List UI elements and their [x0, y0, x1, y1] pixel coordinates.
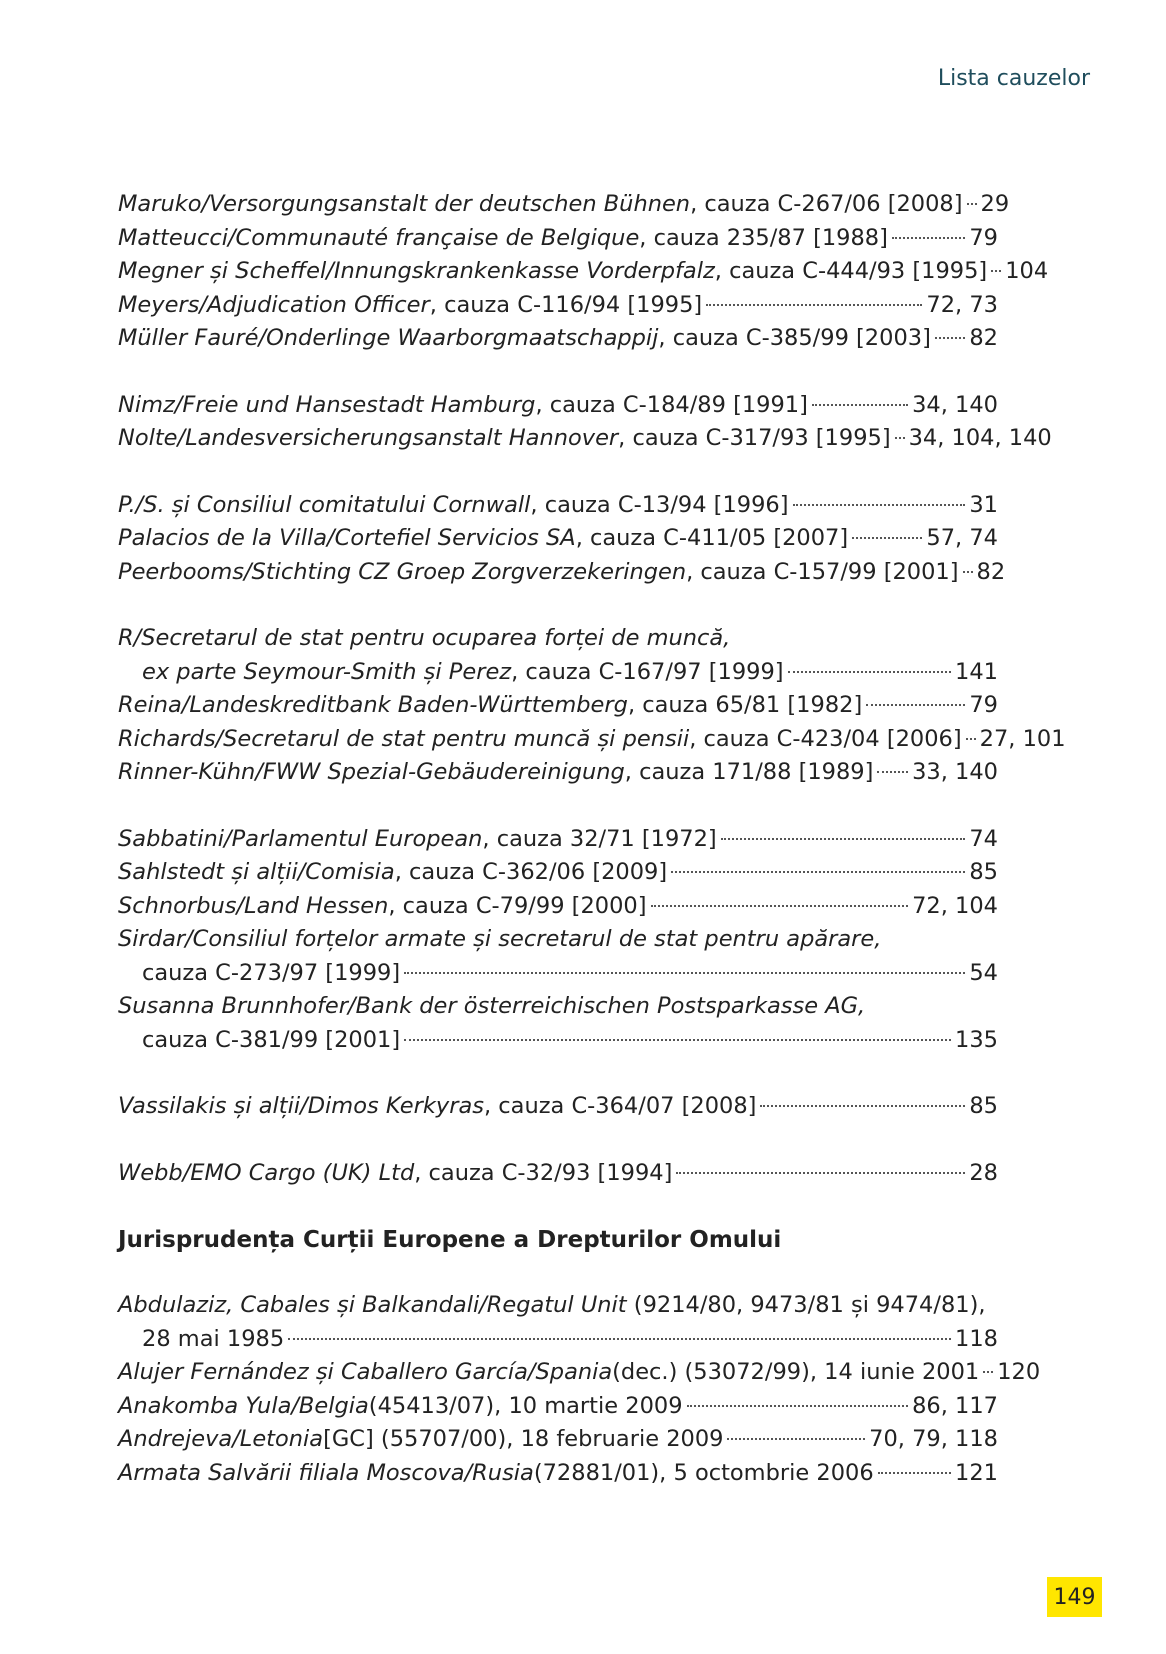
case-ref: , cauza C-116/94 [1995]	[429, 291, 703, 318]
index-entry	[118, 322, 998, 356]
index-entry	[118, 890, 998, 924]
index-entry	[118, 422, 1052, 456]
dot-leader	[963, 571, 973, 573]
page-ref: 31	[969, 491, 998, 518]
case-name: Sabbatini/Parlamentul European	[118, 825, 483, 852]
case-name: Armata Salvării filiala Moscova/Rusia	[118, 1459, 534, 1486]
index-entry-first-line	[118, 990, 998, 1024]
case-name: P./S. și Consiliul comitatului Cornwall	[118, 491, 531, 518]
index-group-w	[118, 1157, 998, 1191]
case-ref: , cauza 235/87 [1988]	[639, 224, 888, 251]
index-entry	[118, 1390, 998, 1424]
dot-leader	[892, 237, 965, 239]
page-ref: 34, 104, 140	[908, 425, 1052, 451]
dot-leader	[793, 504, 966, 506]
case-ref: , cauza C-411/05 [2007]	[575, 525, 849, 551]
index-entry	[118, 823, 998, 857]
case-ref: , cauza 171/88 [1989]	[624, 759, 874, 785]
case-name: Müller Fauré/Onderlinge Waarborgmaatschappij	[118, 325, 659, 351]
case-name: Nimz/Freie und Hansestadt Hamburg	[118, 391, 536, 418]
dot-leader	[687, 1405, 909, 1407]
page-ref: 85	[969, 859, 998, 885]
case-ref: (72881/01), 5 octombrie 2006	[533, 1459, 874, 1486]
dot-leader	[727, 1438, 865, 1440]
index-entry	[118, 689, 998, 723]
case-ref: , cauza C-385/99 [2003]	[658, 325, 931, 351]
page-ref: 118	[955, 1325, 998, 1352]
dot-leader	[404, 1039, 951, 1041]
case-ref: , cauza C-444/93 [1995]	[714, 258, 988, 284]
page-ref: 33, 140	[912, 759, 998, 785]
dot-leader	[966, 738, 976, 740]
case-name: Vassilakis și alții/Dimos Kerkyras	[118, 1093, 484, 1119]
section-heading: Jurisprudența Curții Europene a Drepturilor Omului	[118, 1227, 782, 1253]
case-name: Alujer Fernández și Caballero García/Spania	[118, 1359, 613, 1385]
dot-leader	[866, 704, 965, 706]
case-name: Anakomba Yula/Belgia	[118, 1392, 369, 1419]
page-ref: 135	[955, 1026, 998, 1053]
case-name: Andrejeva/Letonia	[118, 1426, 324, 1452]
dot-leader	[760, 1105, 965, 1107]
dot-leader	[983, 1371, 993, 1373]
index-entry	[118, 489, 998, 523]
case-ref: , cauza C-267/06 [2008]	[690, 191, 963, 217]
case-name: Palacios de la Villa/Cortefiel Servicios SA	[118, 525, 576, 551]
case-name: Richards/Secretarul de stat pentru muncă și pensii	[118, 725, 690, 752]
index-entry	[118, 756, 998, 790]
dot-leader	[852, 537, 922, 539]
index-entry-first-line	[118, 622, 998, 656]
index-group-v	[118, 1090, 998, 1124]
index-entry	[118, 1024, 998, 1058]
dot-leader	[721, 838, 966, 840]
case-name: Megner și Scheffel/Innungskrankenkasse Vorderpfalz	[118, 258, 715, 284]
index-entry	[118, 856, 998, 890]
case-name: Matteucci/Communauté française de Belgique	[118, 224, 640, 251]
case-ref: (dec.) (53072/99), 14 iunie 2001	[612, 1359, 980, 1385]
page-ref: 57, 74	[926, 525, 998, 551]
page-ref: 54	[969, 959, 998, 986]
page-ref: 70, 79, 118	[869, 1426, 998, 1452]
index-entry	[118, 222, 998, 256]
case-name: Sirdar/Consiliul forțelor armate și secretarul de stat pentru apărare,	[118, 926, 882, 952]
dot-leader	[676, 1172, 965, 1174]
page-ref: 120	[997, 1359, 1041, 1385]
page-ref: 121	[955, 1459, 998, 1486]
case-name: Webb/EMO Cargo (UK) Ltd	[118, 1159, 415, 1186]
page-ref: 79	[969, 224, 998, 251]
case-ref: , cauza C-167/97 [1999]	[511, 658, 784, 685]
dot-leader	[651, 905, 909, 907]
case-ref: , cauza C-364/07 [2008]	[484, 1093, 757, 1119]
case-name: Schnorbus/Land Hessen	[118, 892, 389, 919]
index-group-s	[118, 823, 998, 1058]
index-group-p	[118, 489, 1006, 590]
case-ref: , cauza C-157/99 [2001]	[686, 558, 959, 585]
case-name: R/Secretarul de stat pentru ocuparea forței de muncă,	[118, 625, 731, 651]
page-ref: 104	[1005, 258, 1049, 284]
case-ref: , cauza 65/81 [1982]	[627, 692, 863, 718]
case-name: Rinner-Kühn/FWW Spezial-Gebäudereinigung	[118, 759, 625, 785]
page-ref: 72, 73	[926, 291, 998, 318]
dot-leader	[877, 771, 908, 773]
index-entry-first-line	[118, 1289, 998, 1323]
case-name: Meyers/Adjudication Officer	[118, 291, 430, 318]
index-entry	[118, 957, 998, 991]
dot-leader	[404, 972, 965, 974]
case-ref: , cauza C-317/93 [1995]	[618, 425, 891, 451]
case-name: ex parte Seymour-Smith și Perez	[142, 658, 512, 685]
index-entry	[118, 1356, 1041, 1390]
running-header: Lista cauzelor	[937, 66, 1090, 91]
case-name: Abdulaziz, Cabales și Balkandali/Regatul Unit	[118, 1292, 627, 1318]
dot-leader	[812, 404, 908, 406]
case-name: Susanna Brunnhofer/Bank der österreichischen Postsparkasse AG,	[118, 993, 866, 1019]
index-entry	[118, 1157, 998, 1191]
dot-leader	[967, 203, 977, 205]
page-ref: 82	[976, 558, 1006, 585]
case-ref: 28 mai 1985	[142, 1325, 285, 1352]
page-ref: 72, 104	[912, 892, 998, 919]
case-ref: , cauza 32/71 [1972]	[482, 825, 717, 852]
case-ref: , cauza C-184/89 [1991]	[535, 391, 808, 418]
index-entry	[118, 188, 1010, 222]
dot-leader	[935, 337, 966, 339]
page-number: 149	[1047, 1577, 1102, 1617]
index-entry	[118, 1423, 998, 1457]
case-ref: (45413/07), 10 martie 2009	[368, 1392, 683, 1419]
case-name: Nolte/Landesversicherungsanstalt Hannover	[118, 425, 619, 451]
page-ref: 86, 117	[912, 1392, 998, 1419]
case-ref: cauza C-381/99 [2001]	[142, 1026, 401, 1053]
index-group-n	[118, 389, 1052, 456]
case-name: Reina/Landeskreditbank Baden-Württemberg	[118, 692, 628, 718]
case-name: Maruko/Versorgungsanstalt der deutschen Bühnen	[118, 191, 691, 217]
case-name: Peerbooms/Stichting CZ Groep Zorgverzekeringen	[118, 558, 687, 585]
case-ref: cauza C-273/97 [1999]	[142, 959, 401, 986]
case-ref: , cauza C-79/99 [2000]	[388, 892, 647, 919]
index-group-r	[118, 622, 1066, 790]
case-ref: , cauza C-423/04 [2006]	[689, 725, 962, 752]
page-ref: 28	[969, 1159, 998, 1186]
case-ref: , cauza C-32/93 [1994]	[414, 1159, 673, 1186]
case-ref: , cauza C-13/94 [1996]	[530, 491, 789, 518]
index-entry	[118, 389, 998, 423]
index-entry	[118, 255, 1049, 289]
page-ref: 141	[955, 658, 998, 685]
page-ref: 85	[969, 1093, 998, 1119]
dot-leader	[878, 1472, 951, 1474]
dot-leader	[788, 671, 952, 673]
index-entry-first-line	[118, 923, 998, 957]
index-entry	[118, 289, 998, 323]
page-ref: 82	[969, 325, 998, 351]
page-ref: 27, 101	[979, 725, 1066, 752]
page-ref: 29	[980, 191, 1010, 217]
index-entry	[118, 723, 1066, 757]
case-name: Sahlstedt și alții/Comisia	[118, 859, 395, 885]
case-ref: [GC] (55707/00), 18 februarie 2009	[323, 1426, 724, 1452]
page-ref: 74	[969, 825, 998, 852]
dot-leader	[991, 270, 1001, 272]
index-entry	[118, 1457, 998, 1491]
index-entry	[118, 1090, 998, 1124]
dot-leader	[706, 304, 922, 306]
index-entry	[118, 656, 998, 690]
index-group-m	[118, 188, 1049, 356]
index-entry	[118, 556, 1006, 590]
index-entry	[118, 522, 998, 556]
page-ref: 34, 140	[912, 391, 998, 418]
dot-leader	[288, 1338, 951, 1340]
index-group-echr	[118, 1289, 1041, 1490]
case-index	[118, 188, 1066, 1523]
case-ref: (9214/80, 9473/81 și 9474/81),	[626, 1292, 986, 1318]
case-ref: , cauza C-362/06 [2009]	[394, 859, 668, 885]
index-entry	[118, 1323, 998, 1357]
dot-leader	[895, 437, 905, 439]
page-ref: 79	[969, 692, 998, 718]
dot-leader	[671, 871, 965, 873]
